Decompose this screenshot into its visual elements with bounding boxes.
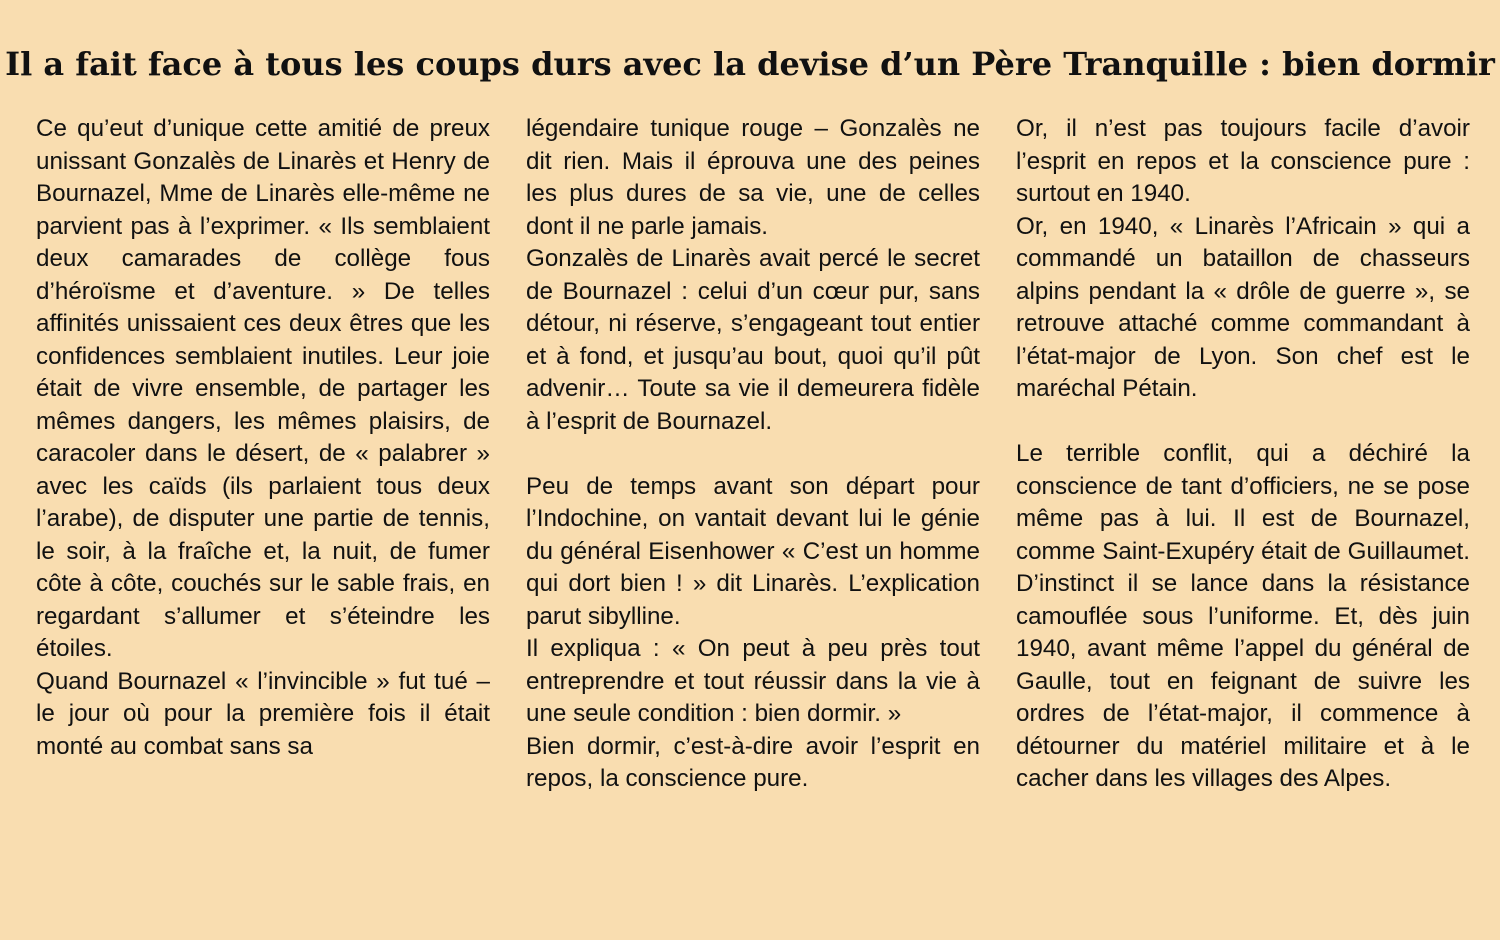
paragraph: Il expliqua : « On peut à peu près tout entreprendre et tout réussir dans la vie à une seule condition : bien dormir. » [526, 635, 980, 727]
paragraph: Ce qu’eut d’unique cette amitié de preux unissant Gonzalès de Linarès et Henry de Bournazel, Mme de Linarès elle-même ne parvient pas à l’exprimer. « Ils semblaient deux camarades de collège fous d’héroïsme et d’aventure. » De telles affinités unissaient ces deux êtres que les confidences semblaient inutiles. Leur joie était de vivre ensemble, de partager les mêmes dangers, les mêmes plaisirs, de caracoler dans le désert, de « palabrer » avec les caïds (ils parlaient tous deux l’arabe), de disputer une partie de tennis, le soir, à la fraîche et, la nuit, de fumer côte à côte, couchés sur le sable frais, en regardant s’allumer et s’éteindre les étoiles. [36, 115, 490, 662]
paragraph: Peu de temps avant son départ pour l’Indochine, on vantait devant lui le génie du général Eisenhower « C’est un homme qui dort bien ! » dit Linarès. L’explication parut sibylline. [526, 472, 980, 630]
paragraph: Or, il n’est pas toujours facile d’avoir l’esprit en repos et la conscience pure : surtout en 1940. [1016, 115, 1470, 207]
paragraph: Le terrible conflit, qui a déchiré la conscience de tant d’officiers, ne se pose même pas à lui. Il est de Bournazel, comme Saint-Exupéry était de Guillaumet. D’instinct il se lance dans la résistance camouflée sous l’uniforme. Et, dès juin 1940, avant même l’appel du général de Gaulle, tout en feignant de suivre les ordres de l’état-major, il commence à détourner du matériel militaire et à le cacher dans les villages des Alpes. [1016, 440, 1470, 792]
paragraph: Bien dormir, c’est-à-dire avoir l’esprit en repos, la conscience pure. [526, 732, 980, 792]
paragraph: légendaire tunique rouge – Gonzalès ne dit rien. Mais il éprouva une des peines les plus dures de sa vie, une de celles dont il ne parle jamais. [526, 115, 980, 240]
article-column-1 [36, 113, 490, 763]
article-column-2 [526, 113, 980, 796]
paragraph: Gonzalès de Linarès avait percé le secret de Bournazel : celui d’un cœur pur, sans détour, ni réserve, s’engageant tout entier et à fond, et jusqu’au bout, quoi qu’il pût advenir… Toute sa vie il demeurera fidèle à l’esprit de Bournazel. [526, 245, 980, 435]
paragraph: Or, en 1940, « Linarès l’Africain » qui a commandé un bataillon de chasseurs alpins pendant la « drôle de guerre », se retrouve attaché comme commandant à l’état-major de Lyon. Son chef est le maréchal Pétain. [1016, 212, 1470, 402]
article-headline: Il a fait face à tous les coups durs avec la devise d’un Père Tranquille : bien dormir [5, 45, 1495, 83]
paragraph: Quand Bournazel « l’invincible » fut tué – le jour où pour la première fois il était monté au combat sans sa [36, 667, 490, 760]
article-column-3 [1016, 113, 1470, 796]
